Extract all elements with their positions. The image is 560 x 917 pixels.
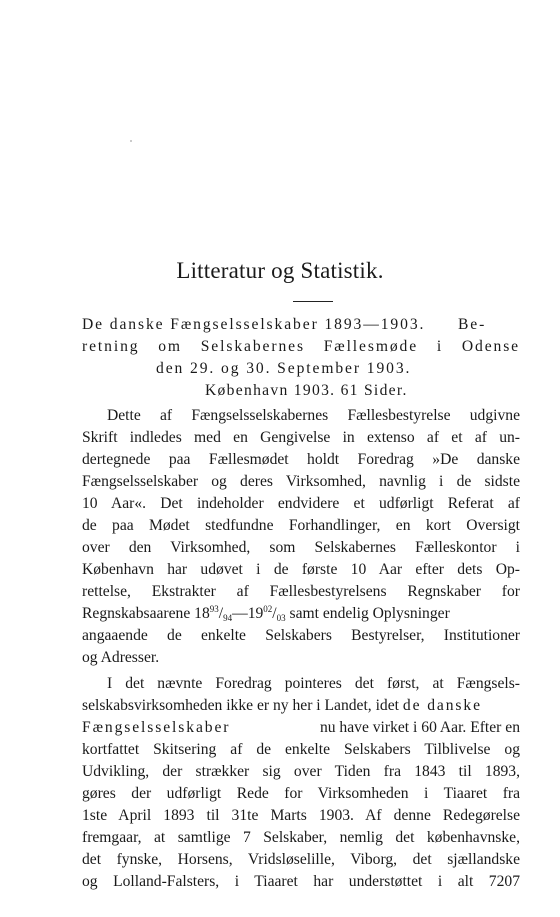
fiscal-years-prefix: Regnskabsaarene 18 — [82, 605, 210, 622]
fiscal-sup-2: 02 — [263, 604, 273, 614]
p2-line-2-spaced: de danske — [402, 697, 482, 714]
paper-speck — [130, 140, 132, 142]
p1-line-2: Skrift indledes med en Gengivelse in extenso af et af un- — [82, 429, 520, 446]
p1-line-1: Dette af Fængselsselskabernes Fællesbestyrelse udgivne — [107, 407, 520, 424]
p2-line-3 — [82, 717, 520, 739]
p2-line-2 — [82, 695, 520, 717]
fiscal-years-suffix: samt endelig Oplysninger — [285, 605, 450, 622]
section-heading: Litteratur og Statistik. — [176, 258, 384, 283]
p2-line-10: og Lolland-Falsters, i Tiaaret har understøttet i alt 7207 — [82, 873, 520, 890]
p1-line-9: rettelse, Ekstrakter af Fællesbestyrelsens Regnskaber for — [82, 583, 520, 600]
title-line-4: København 1903. 61 Sider. — [205, 382, 408, 399]
p2-line-8: fremgaar, at samtlige 7 Selskaber, nemlig det københavnske, — [82, 829, 520, 846]
p2-line-3-text: nu have virket i 60 Aar. Efter en — [319, 719, 520, 736]
p1-line-7: over den Virksomhed, som Selskabernes Fælleskontor i — [82, 539, 520, 556]
fiscal-sup-1: 93 — [209, 604, 219, 614]
title-line-2: retning om Selskabernes Fællesmøde i Odense — [82, 338, 520, 355]
p2-line-9: det fynske, Horsens, Vridsløselille, Viborg, det sjællandske — [82, 851, 520, 868]
heading-rule — [293, 301, 333, 302]
p1-line-5: 10 Aar«. Det indeholder endvidere et udførligt Referat af — [82, 495, 520, 512]
p1-line-12: og Adresser. — [82, 649, 160, 666]
p1-line-4: Fængselsselskaber og deres Virksomhed, navnlig i de sidste — [82, 473, 520, 490]
fiscal-years-dash: —19 — [232, 605, 264, 622]
p2-line-5: Udvikling, der strækker sig over Tiden fra 1843 til 1893, — [82, 763, 520, 780]
p1-line-10: Regnskabsaarene $18^{93}/_{94}—19^{02}/_{03}$ samt endelig Oplysninger — [82, 604, 450, 623]
title-line-1-hyphen: Be- — [458, 316, 487, 333]
fiscal-sub-1: 94 — [223, 613, 233, 623]
title-line-3: den 29. og 30. September 1903. — [156, 360, 412, 377]
p2-line-3-spaced: Fængselsselskaber — [82, 719, 231, 736]
p2-line-7: 1ste April 1893 til 31te Marts 1903. Af denne Redegørelse — [82, 807, 520, 824]
p2-line-6: gøres der udførligt Rede for Virksomheden i Tiaaret fra — [82, 785, 520, 802]
p1-line-8: København har udøvet i de første 10 Aar efter dets Op- — [82, 561, 520, 578]
p2-line-1: I det nævnte Foredrag pointeres det først, at Fængsels- — [107, 675, 520, 692]
p2-line-2-text: selskabsvirksomheden ikke er ny her i Landet, idet — [82, 697, 399, 714]
fiscal-sub-2: 03 — [276, 613, 286, 623]
p1-line-11: angaaende de enkelte Selskabers Bestyrelser, Institutioner — [82, 627, 520, 644]
p1-line-3: dertegnede paa Fællesmødet holdt Foredrag »De danske — [82, 451, 520, 468]
title-line-1: De danske Fængselsselskaber 1893—1903. — [82, 316, 426, 333]
p1-line-6: de paa Mødet stedfundne Forhandlinger, en kort Oversigt — [82, 517, 520, 534]
p2-line-4: kortfattet Skitsering af de enkelte Selskabers Tilblivelse og — [82, 741, 520, 758]
